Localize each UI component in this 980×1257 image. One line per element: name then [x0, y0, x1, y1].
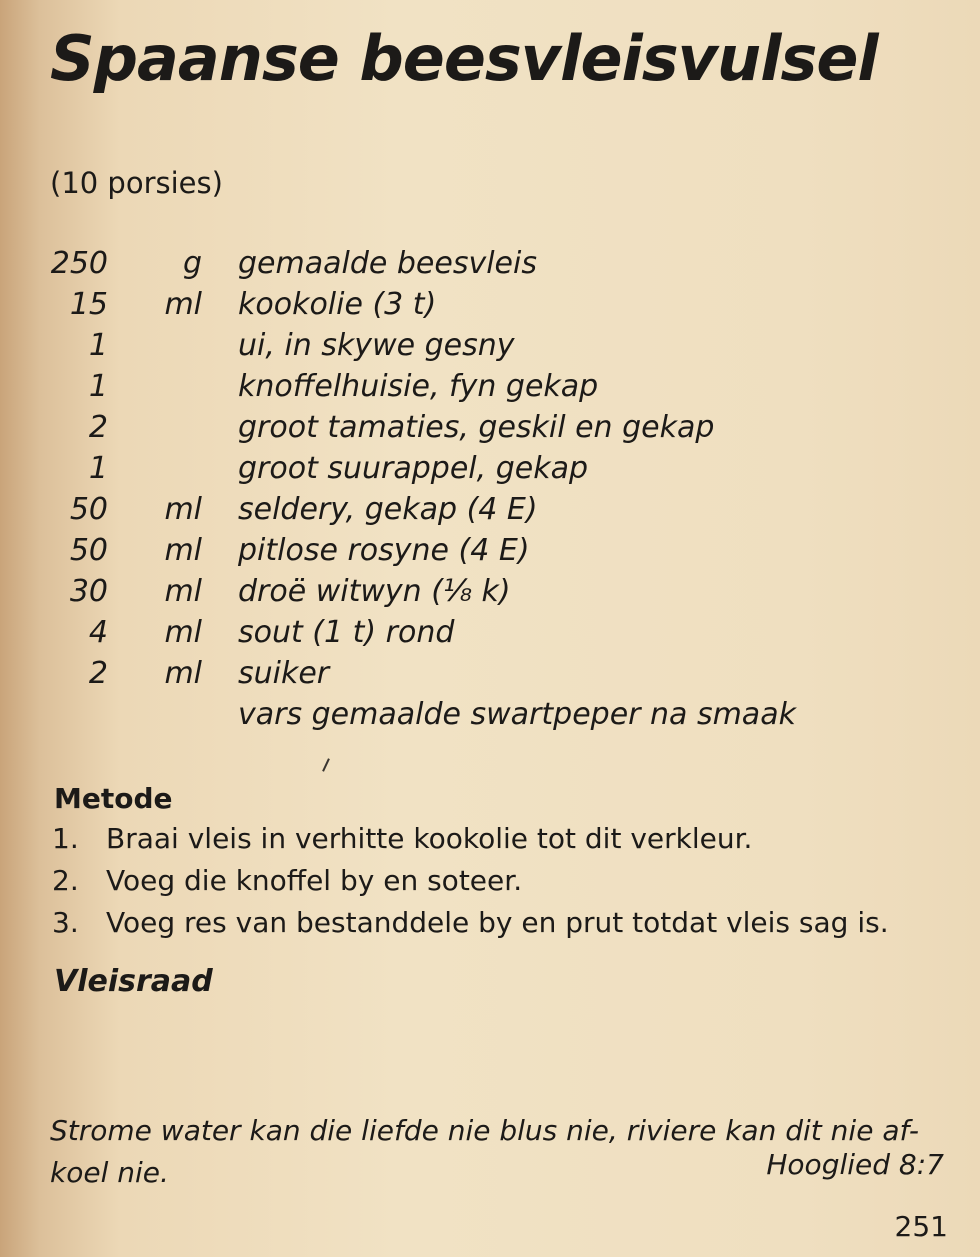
step-text: Voeg res van bestanddele by en prut totdat vleis sag is. — [106, 906, 889, 939]
scripture-quote: Strome water kan die liefde nie blus nie, riviere kan dit nie af-koel nie. — [50, 1114, 919, 1189]
ingredient-name: droë witwyn (⅛ k) — [238, 574, 511, 609]
pencil-mark — [322, 758, 330, 772]
ingredient-qty: 1 — [88, 328, 108, 363]
ingredient-unit: ml — [164, 492, 202, 527]
ingredient-qty: 50 — [69, 492, 108, 527]
scripture-reference: Hooglied 8:7 — [766, 1148, 944, 1181]
method-step — [0, 906, 980, 948]
ingredient-row — [0, 656, 980, 697]
ingredient-unit: ml — [164, 287, 202, 322]
ingredient-row — [0, 615, 980, 656]
recipe-title: Spaanse beesvleisvulsel — [50, 22, 878, 95]
ingredient-name: kookolie (3 t) — [238, 287, 437, 322]
ingredient-name: gemaalde beesvleis — [238, 246, 537, 281]
recipe-category: Vleisraad — [54, 964, 213, 999]
ingredient-name: groot tamaties, geskil en gekap — [238, 410, 715, 445]
ingredient-qty: 1 — [88, 369, 108, 404]
ingredient-qty: 4 — [88, 615, 108, 650]
ingredient-row — [0, 287, 980, 328]
method-step — [0, 864, 980, 906]
ingredient-unit: ml — [164, 574, 202, 609]
ingredient-row — [0, 246, 980, 287]
ingredient-qty: 2 — [88, 410, 108, 445]
step-number: 1. — [52, 822, 79, 855]
ingredient-qty: 30 — [69, 574, 108, 609]
servings: (10 porsies) — [50, 166, 223, 200]
ingredient-name: groot suurappel, gekap — [238, 451, 589, 486]
ingredient-name: seldery, gekap (4 E) — [238, 492, 538, 527]
ingredient-row — [0, 451, 980, 492]
ingredient-row — [0, 697, 980, 738]
step-number: 3. — [52, 906, 79, 939]
ingredient-unit: ml — [164, 656, 202, 691]
step-number: 2. — [52, 864, 79, 897]
ingredient-row — [0, 410, 980, 451]
ingredient-qty: 1 — [88, 451, 108, 486]
ingredient-name: pitlose rosyne (4 E) — [238, 533, 530, 568]
ingredient-qty: 2 — [88, 656, 108, 691]
ingredient-list — [0, 246, 980, 738]
ingredient-unit: g — [182, 246, 202, 281]
ingredient-qty: 250 — [50, 246, 108, 281]
method-heading: Metode — [54, 782, 173, 815]
ingredient-row — [0, 574, 980, 615]
ingredient-unit: ml — [164, 615, 202, 650]
ingredient-qty: 15 — [69, 287, 108, 322]
method-step — [0, 822, 980, 864]
ingredient-row — [0, 369, 980, 410]
step-text: Voeg die knoffel by en soteer. — [106, 864, 523, 897]
ingredient-unit: ml — [164, 533, 202, 568]
ingredient-row — [0, 533, 980, 574]
ingredient-name: sout (1 t) rond — [238, 615, 455, 650]
ingredient-name: vars gemaalde swartpeper na smaak — [238, 697, 796, 732]
method-steps — [0, 822, 980, 948]
ingredient-row — [0, 492, 980, 533]
ingredient-qty: 50 — [69, 533, 108, 568]
step-text: Braai vleis in verhitte kookolie tot dit verkleur. — [106, 822, 753, 855]
ingredient-name: knoffelhuisie, fyn gekap — [238, 369, 599, 404]
ingredient-name: suiker — [238, 656, 330, 691]
ingredient-row — [0, 328, 980, 369]
page-number: 251 — [894, 1210, 948, 1243]
ingredient-name: ui, in skywe gesny — [238, 328, 515, 363]
